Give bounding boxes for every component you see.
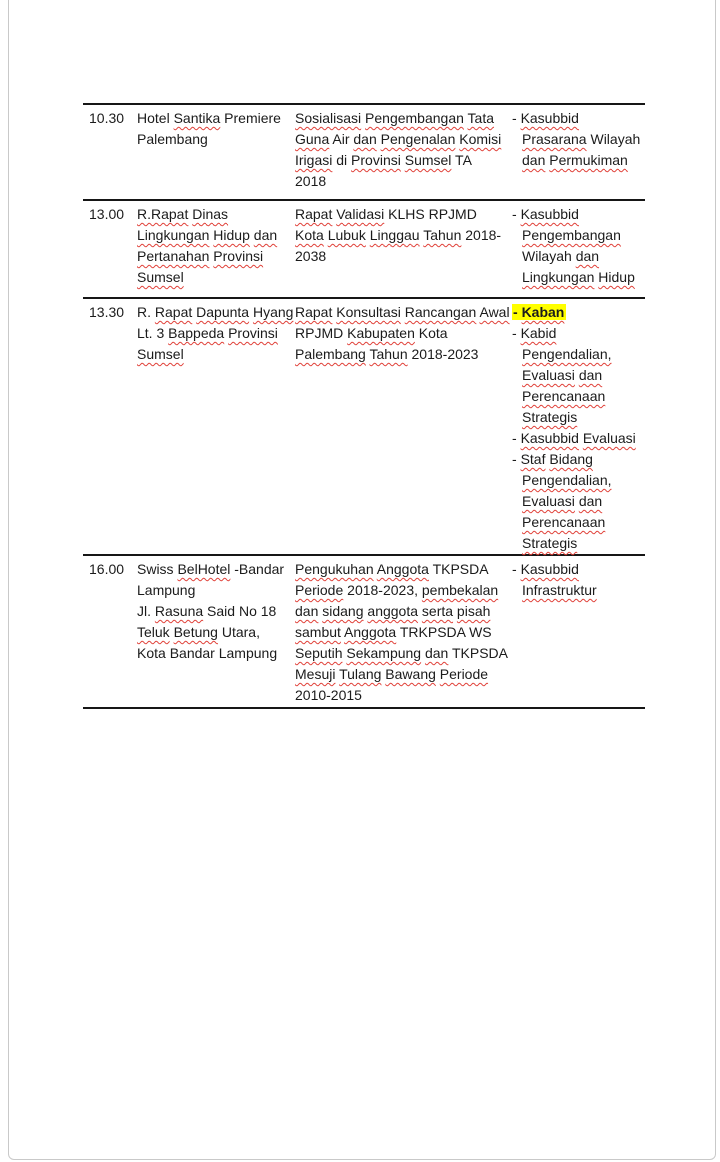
misspelled-word: Lubuk bbox=[327, 227, 366, 243]
text-run: RPJMD bbox=[295, 325, 348, 341]
misspelled-word: Betung bbox=[173, 624, 218, 640]
text-line bbox=[137, 323, 295, 344]
event-cell bbox=[295, 108, 512, 199]
misspelled-word: BelHotel bbox=[177, 561, 231, 577]
highlighted-attendee bbox=[512, 304, 566, 320]
text-run: TA bbox=[451, 152, 472, 168]
misspelled-word: Strategis bbox=[522, 409, 578, 425]
text-line bbox=[137, 622, 295, 643]
time-value: 13.00 bbox=[89, 206, 125, 222]
text-run: Lt. 3 bbox=[137, 325, 169, 341]
text-run: Palembang bbox=[137, 131, 208, 147]
attendee-line bbox=[512, 428, 645, 449]
time-cell bbox=[83, 302, 137, 554]
text-run: - bbox=[512, 451, 521, 467]
misspelled-word: Periode bbox=[439, 666, 489, 682]
misspelled-word: R.Rapat bbox=[137, 206, 189, 222]
text-run: - bbox=[512, 110, 521, 126]
misspelled-word: Seputih bbox=[295, 645, 343, 661]
misspelled-word: Rapat bbox=[295, 206, 333, 222]
text-line bbox=[137, 302, 295, 323]
text-line bbox=[295, 344, 512, 365]
misspelled-word: dan bbox=[295, 603, 319, 619]
text-run: Wilayah bbox=[586, 131, 641, 147]
text-run: 2018-2023 bbox=[407, 346, 479, 362]
attendee-line bbox=[512, 470, 645, 491]
text-run: - bbox=[512, 561, 521, 577]
attendee-line bbox=[512, 267, 645, 288]
text-run: 2010-2015 bbox=[295, 687, 362, 703]
misspelled-word: Hidup bbox=[598, 269, 635, 285]
misspelled-word: Sekampung bbox=[346, 645, 422, 661]
attendee-line bbox=[512, 580, 645, 601]
misspelled-word: Awal bbox=[479, 304, 510, 320]
misspelled-word: Sumsel bbox=[137, 269, 184, 285]
misspelled-word: Tulang bbox=[339, 666, 382, 682]
time-value: 16.00 bbox=[89, 561, 125, 577]
text-line bbox=[137, 601, 295, 622]
misspelled-word: dan bbox=[575, 248, 600, 264]
misspelled-word: Kasubbid bbox=[520, 206, 579, 222]
misspelled-word: Provinsi bbox=[228, 325, 278, 341]
misspelled-word: pembekalan bbox=[421, 582, 499, 598]
misspelled-word: Provinsi bbox=[351, 152, 401, 168]
text-run: Swiss bbox=[137, 561, 178, 577]
table-row bbox=[83, 554, 645, 709]
misspelled-word: Sumsel bbox=[137, 346, 184, 362]
misspelled-word: Rancangan bbox=[404, 304, 477, 320]
misspelled-word: Perencanaan bbox=[522, 388, 606, 404]
misspelled-word: Pengembangan bbox=[365, 110, 464, 126]
misspelled-word: serta bbox=[421, 603, 454, 619]
attendees-cell bbox=[512, 559, 645, 707]
misspelled-word: Lingkungan bbox=[137, 227, 210, 243]
attendee-line bbox=[512, 302, 645, 323]
text-line bbox=[295, 204, 512, 225]
attendee-line bbox=[512, 150, 645, 171]
text-run: TKPSDA bbox=[428, 561, 489, 577]
misspelled-word: dan bbox=[424, 645, 449, 661]
attendees-cell bbox=[512, 302, 645, 554]
misspelled-word: Strategis bbox=[522, 535, 578, 551]
text-line bbox=[137, 580, 295, 601]
misspelled-word: Linggau bbox=[369, 227, 420, 243]
misspelled-word: Guna bbox=[295, 131, 330, 147]
misspelled-word: Hyang bbox=[252, 304, 294, 320]
misspelled-word: Rapat bbox=[295, 304, 333, 320]
attendee-line bbox=[512, 246, 645, 267]
misspelled-word: Kaban bbox=[521, 304, 565, 320]
attendee-line bbox=[512, 449, 645, 470]
misspelled-word: Sosialisasi bbox=[295, 110, 362, 126]
misspelled-word: Anggota bbox=[344, 624, 397, 640]
text-line bbox=[137, 129, 295, 150]
time-value: 10.30 bbox=[89, 110, 125, 126]
attendee-line bbox=[512, 491, 645, 512]
misspelled-word: Pengembangan bbox=[522, 227, 621, 243]
location-cell bbox=[137, 559, 295, 707]
misspelled-word: Evaluasi bbox=[582, 430, 636, 446]
misspelled-word: Anggota bbox=[376, 561, 429, 577]
misspelled-word: dan bbox=[253, 227, 278, 243]
text-run: Kota bbox=[414, 325, 448, 341]
text-line bbox=[137, 344, 295, 365]
text-line bbox=[137, 204, 295, 225]
misspelled-word: Pengendalian, bbox=[522, 346, 612, 362]
attendee-line bbox=[512, 323, 645, 344]
misspelled-word: Kabupaten bbox=[347, 325, 415, 341]
misspelled-word: Bawang bbox=[385, 666, 436, 682]
misspelled-word: Hidup bbox=[213, 227, 250, 243]
misspelled-word: Staf bbox=[520, 451, 546, 467]
text-run: Premiere bbox=[220, 110, 281, 126]
attendee-line bbox=[512, 512, 645, 533]
attendee-line bbox=[512, 108, 645, 129]
attendee-line bbox=[512, 407, 645, 428]
table-row bbox=[83, 199, 645, 297]
time-value: 13.30 bbox=[89, 304, 125, 320]
misspelled-word: Bidang bbox=[549, 451, 593, 467]
event-cell bbox=[295, 302, 512, 554]
attendee-line bbox=[512, 386, 645, 407]
misspelled-word: dan bbox=[578, 367, 603, 383]
misspelled-word: Tahun bbox=[423, 227, 462, 243]
text-line bbox=[295, 225, 512, 246]
misspelled-word: Validasi bbox=[336, 206, 385, 222]
attendee-line bbox=[512, 225, 645, 246]
misspelled-word: Pengenalan bbox=[380, 131, 456, 147]
event-cell bbox=[295, 559, 512, 707]
text-run: Jl. bbox=[137, 603, 155, 619]
misspelled-word: pisah bbox=[456, 603, 491, 619]
misspelled-word: dan bbox=[353, 131, 377, 147]
location-cell bbox=[137, 204, 295, 297]
misspelled-word: dan bbox=[578, 493, 603, 509]
text-run: 2038 bbox=[295, 248, 327, 264]
text-line bbox=[137, 559, 295, 580]
attendee-line bbox=[512, 204, 645, 225]
misspelled-word: Pengukuhan bbox=[295, 561, 374, 577]
text-run: - bbox=[513, 304, 522, 320]
misspelled-word: Tata bbox=[467, 110, 495, 126]
text-line bbox=[295, 664, 512, 685]
misspelled-word: Pengendalian, bbox=[522, 472, 612, 488]
misspelled-word: Tahun bbox=[369, 346, 408, 362]
misspelled-word: Komisi bbox=[459, 131, 502, 147]
attendees-cell bbox=[512, 108, 645, 199]
text-line bbox=[295, 601, 512, 622]
attendee-line bbox=[512, 365, 645, 386]
text-run: Kota Bandar Lampung bbox=[137, 645, 278, 661]
text-run: -Bandar bbox=[230, 561, 285, 577]
text-line bbox=[295, 129, 512, 150]
text-line bbox=[295, 302, 512, 323]
text-run: Said No 18 bbox=[203, 603, 277, 619]
schedule-table bbox=[83, 103, 645, 709]
misspelled-word: Konsultasi bbox=[336, 304, 401, 320]
misspelled-word: Prasarana bbox=[522, 131, 587, 147]
text-run: - bbox=[512, 430, 521, 446]
text-line bbox=[137, 225, 295, 246]
text-line bbox=[295, 246, 512, 267]
text-run: Hotel bbox=[137, 110, 174, 126]
misspelled-word: Kasubbid bbox=[520, 430, 579, 446]
misspelled-word: Kota bbox=[295, 227, 324, 243]
text-line bbox=[295, 171, 512, 192]
text-run: Lampung bbox=[137, 582, 196, 598]
text-run: TRKPSDA WS bbox=[396, 624, 492, 640]
text-line bbox=[295, 685, 512, 706]
event-cell bbox=[295, 204, 512, 297]
misspelled-word: Teluk bbox=[137, 624, 170, 640]
misspelled-word: Santika bbox=[173, 110, 221, 126]
text-line bbox=[295, 643, 512, 664]
text-run: KLHS RPJMD bbox=[384, 206, 477, 222]
text-run: 2018 bbox=[295, 173, 327, 189]
attendee-line bbox=[512, 344, 645, 365]
text-run: Utara, bbox=[217, 624, 260, 640]
misspelled-word: Rapat bbox=[154, 304, 193, 320]
text-line bbox=[295, 150, 512, 171]
text-run: R. bbox=[137, 304, 155, 320]
misspelled-word: Perencanaan bbox=[522, 514, 606, 530]
location-cell bbox=[137, 302, 295, 554]
text-run: Air bbox=[329, 131, 354, 147]
misspelled-word: Periode bbox=[295, 582, 344, 598]
misspelled-word: Sumsel bbox=[404, 152, 452, 168]
text-line bbox=[137, 108, 295, 129]
misspelled-word: Irigasi bbox=[295, 152, 333, 168]
misspelled-word: Palembang bbox=[295, 346, 366, 362]
time-cell bbox=[83, 204, 137, 297]
attendee-line bbox=[512, 559, 645, 580]
text-run: 2018- bbox=[461, 227, 502, 243]
misspelled-word: sambut bbox=[295, 624, 341, 640]
misspelled-word: Kasubbid bbox=[520, 561, 579, 577]
misspelled-word: dan bbox=[522, 152, 546, 168]
text-run: - bbox=[512, 206, 521, 222]
misspelled-word: Dinas bbox=[192, 206, 229, 222]
text-line bbox=[137, 643, 295, 664]
misspelled-word: Lingkungan bbox=[522, 269, 595, 285]
table-row bbox=[83, 103, 645, 199]
text-line bbox=[295, 323, 512, 344]
misspelled-word: Rasuna bbox=[154, 603, 204, 619]
location-cell bbox=[137, 108, 295, 199]
text-run: TKPSDA bbox=[448, 645, 508, 661]
misspelled-word: Bappeda bbox=[168, 325, 225, 341]
attendee-line bbox=[512, 129, 645, 150]
misspelled-word: Evaluasi bbox=[522, 493, 575, 509]
attendees-cell bbox=[512, 204, 645, 297]
text-line bbox=[137, 267, 295, 288]
text-run: - bbox=[512, 325, 521, 341]
text-line bbox=[137, 246, 295, 267]
misspelled-word: Kasubbid bbox=[520, 110, 579, 126]
text-line bbox=[295, 580, 512, 601]
misspelled-word: anggota bbox=[367, 603, 419, 619]
table-row bbox=[83, 297, 645, 554]
misspelled-word: Infrastruktur bbox=[522, 582, 597, 598]
text-line bbox=[295, 559, 512, 580]
attendee-line bbox=[512, 533, 645, 554]
misspelled-word: Kabid bbox=[520, 325, 557, 341]
text-run: 2018-2023, bbox=[343, 582, 422, 598]
misspelled-word: Evaluasi bbox=[522, 367, 575, 383]
misspelled-word: Mesuji bbox=[295, 666, 336, 682]
misspelled-word: Provinsi bbox=[213, 248, 264, 264]
misspelled-word: sidang bbox=[322, 603, 364, 619]
time-cell bbox=[83, 108, 137, 199]
text-run: Wilayah bbox=[522, 248, 576, 264]
misspelled-word: Dapunta bbox=[196, 304, 250, 320]
misspelled-word: Permukiman bbox=[549, 152, 628, 168]
text-run: di bbox=[332, 152, 352, 168]
time-cell bbox=[83, 559, 137, 707]
text-line bbox=[295, 108, 512, 129]
misspelled-word: Pertanahan bbox=[137, 248, 210, 264]
text-line bbox=[295, 622, 512, 643]
